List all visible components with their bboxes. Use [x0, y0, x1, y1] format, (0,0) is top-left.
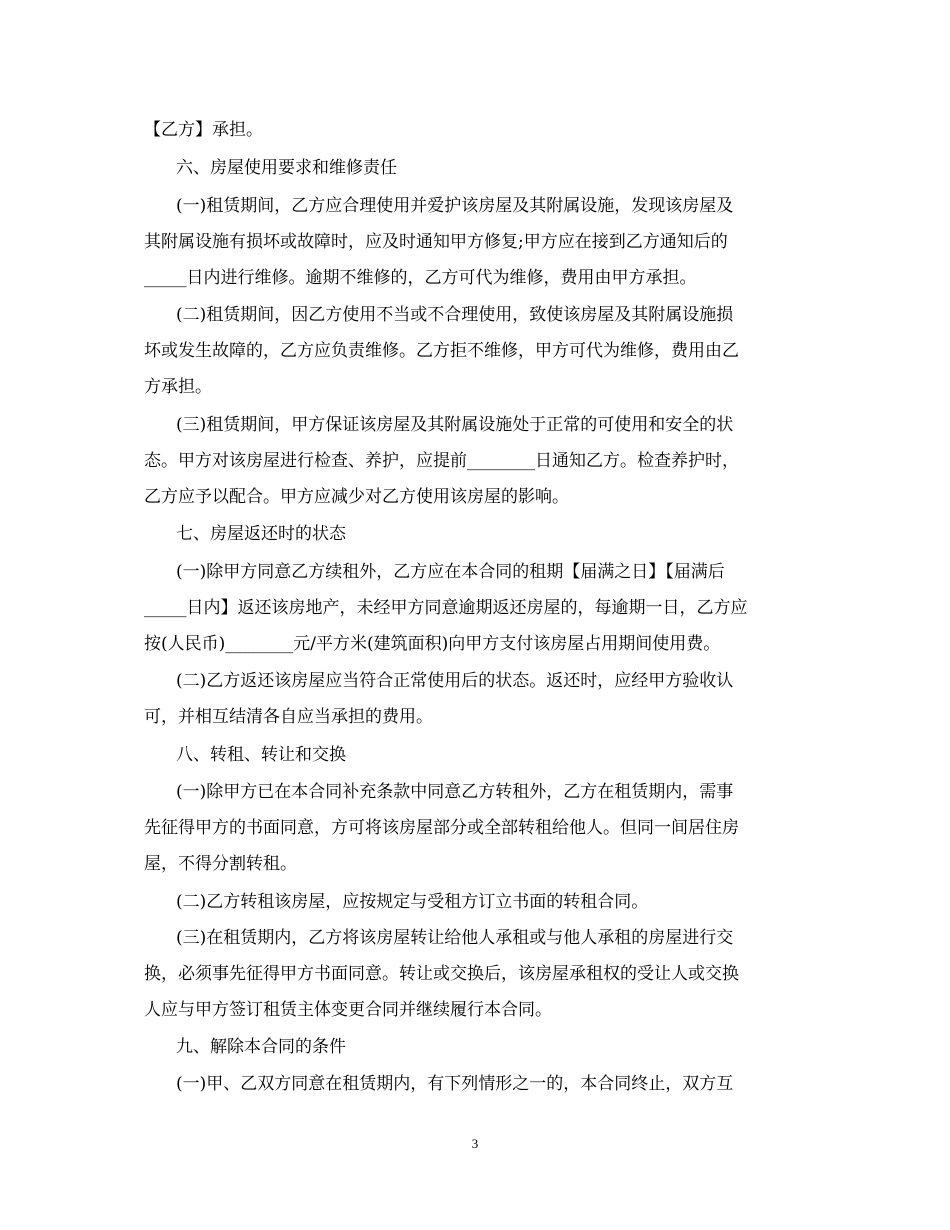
text-line: 屋，不得分割转租。 — [144, 854, 297, 874]
text-line: (二)乙方返还该房屋应当符合正常使用后的状态。返还时，应经甲方验收认 — [176, 671, 734, 691]
text-line: (一)租赁期间，乙方应合理使用并爱护该房屋及其附属设施，发现该房屋及 — [176, 196, 734, 216]
text-line: 可，并相互结清各自应当承担的费用。 — [144, 707, 433, 727]
text-line: 【乙方】承担。 — [144, 120, 263, 140]
text-line: 换，必须事先征得甲方书面同意。转让或交换后，该房屋承租权的受让人或交换 — [144, 964, 739, 984]
page-number: 3 — [471, 1136, 479, 1151]
text-line: 人应与甲方签订租赁主体变更合同并继续履行本合同。 — [144, 1000, 552, 1020]
text-line: 乙方应予以配合。甲方应减少对乙方使用该房屋的影响。 — [144, 487, 569, 507]
text-line: (二)租赁期间，因乙方使用不当或不合理使用，致使该房屋及其附属设施损 — [176, 305, 734, 325]
text-line: (一)除甲方同意乙方续租外，乙方应在本合同的租期【届满之日】【届满后 — [176, 562, 725, 582]
text-line: 其附属设施有损坏或故障时，应及时通知甲方修复;甲方应在接到乙方通知后的 — [144, 232, 728, 252]
section-heading: 七、房屋返还时的状态 — [176, 524, 346, 544]
text-line: (一)除甲方已在本合同补充条款中同意乙方转租外，乙方在租赁期内，需事 — [176, 782, 734, 802]
text-line: (三)租赁期间，甲方保证该房屋及其附属设施处于正常的可使用和安全的状 — [176, 415, 734, 435]
text-line: 态。甲方对该房屋进行检查、养护，应提前________日通知乙方。检查养护时， — [144, 451, 739, 471]
text-line: 按(人民币)________元/平方米(建筑面积)向甲方支付该房屋占用期间使用费。 — [144, 634, 721, 654]
section-heading: 九、解除本合同的条件 — [176, 1037, 346, 1057]
text-line: (二)乙方转租该房屋，应按规定与受租方订立书面的转租合同。 — [176, 892, 649, 912]
text-line: (一)甲、乙双方同意在租赁期内，有下列情形之一的，本合同终止，双方互 — [176, 1074, 734, 1094]
text-line: _____日内】返还该房地产，未经甲方同意逾期返还房屋的，每逾期一日，乙方应 — [144, 598, 748, 618]
text-line: 先征得甲方的书面同意，方可将该房屋部分或全部转租给他人。但同一间居住房 — [144, 818, 739, 838]
text-line: 坏或发生故障的，乙方应负责维修。乙方拒不维修，甲方可代为维修，费用由乙 — [144, 341, 739, 361]
text-line: _____日内进行维修。逾期不维修的，乙方可代为维修，费用由甲方承担。 — [144, 268, 697, 288]
section-heading: 八、转租、转让和交换 — [176, 745, 346, 765]
section-heading: 六、房屋使用要求和维修责任 — [176, 158, 397, 178]
text-line: (三)在租赁期内，乙方将该房屋转让给他人承租或与他人承租的房屋进行交 — [176, 928, 734, 948]
text-line: 方承担。 — [144, 377, 212, 397]
